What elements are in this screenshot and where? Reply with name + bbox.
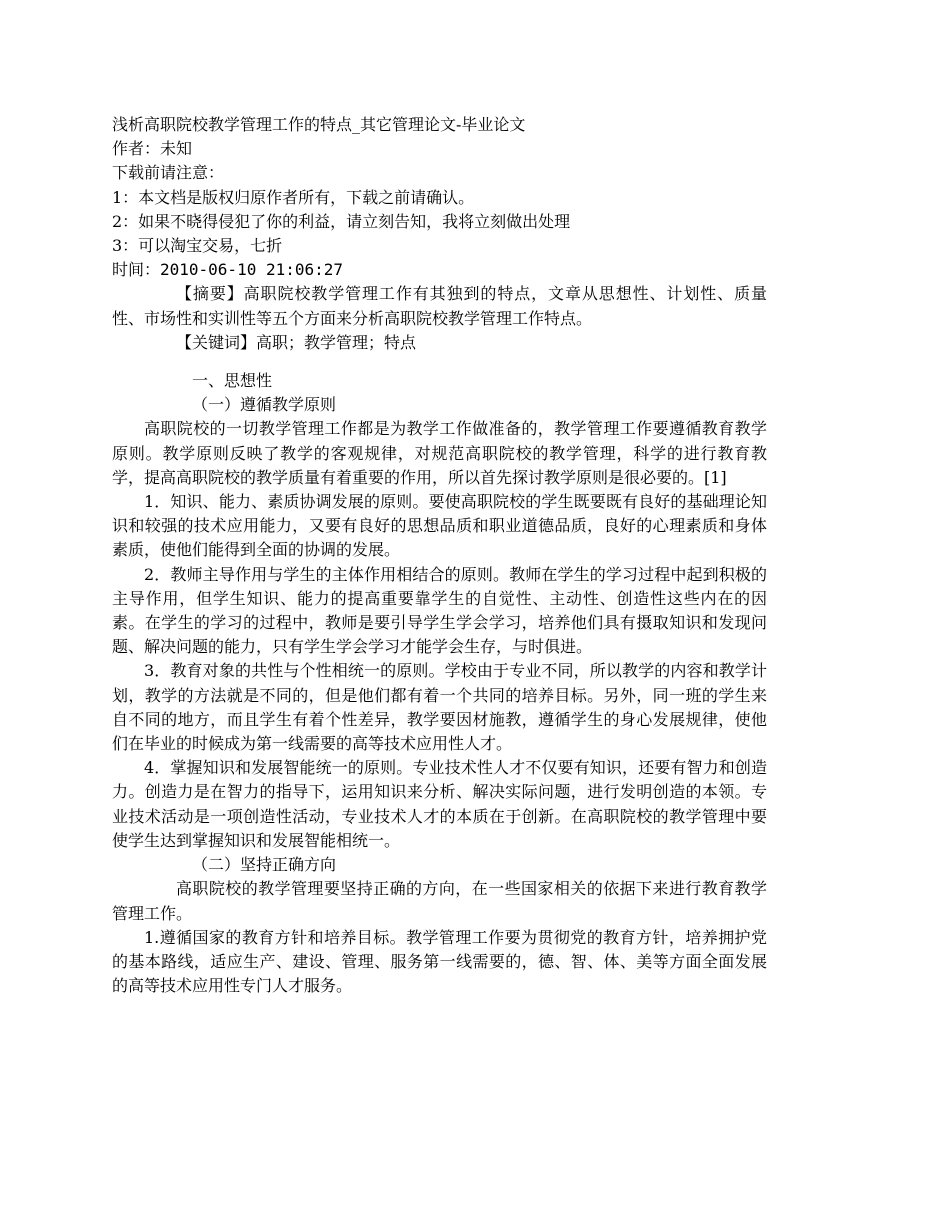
paragraph: 高职院校的一切教学管理工作都是为教学工作做准备的，教学管理工作要遵循教育教学原则。教学原则反映了教学的客观规律，对规范高职院校的教学管理，科学的进行教育教学，提高高职院校的教学质量有着重要的作用，所以首先探讨教学原则是很必要的。[1]: [112, 419, 767, 487]
notice-item: 1：本文档是版权归原作者所有，下载之前请确认。: [112, 187, 475, 207]
paragraph: 高职院校的教学管理要坚持正确的方向，在一些国家相关的依据下来进行教育教学管理工作。: [112, 879, 767, 923]
subsection-heading: （二）坚持正确方向: [192, 855, 337, 875]
timestamp-line: 时间：2010-06-10 21:06:27: [112, 260, 344, 280]
document-page: [112, 113, 767, 998]
notice-item: 2：如果不晓得侵犯了你的利益，请立刻告知，我将立刻做出处理: [112, 211, 571, 231]
notice-item: 3：可以淘宝交易，七折: [112, 236, 283, 256]
author-line: 作者：未知: [112, 139, 193, 159]
section-heading: 一、思想性: [192, 371, 273, 391]
list-item: 2．教师主导作用与学生的主体作用相结合的原则。教师在学生的学习过程中起到积极的主导作用，但学生知识、能力的提高重要靠学生的自觉性、主动性、创造性这些内在的因素。在学生的学习的过程中，教师是要引导学生学会学习，培养他们具有摄取知识和发现问题、解决问题的能力，只有学生学会学习才能学会生存，与时俱进。: [112, 564, 767, 657]
list-item: 3．教育对象的共性与个性相统一的原则。学校由于专业不同，所以教学的内容和教学计划，教学的方法就是不同的，但是他们都有着一个共同的培养目标。另外，同一班的学生来自不同的地方，而且学生有着个性差异，教学要因材施教，遵循学生的身心发展规律，使他们在毕业的时候成为第一线需要的高等技术应用性人才。: [112, 661, 767, 754]
list-item: 1．知识、能力、素质协调发展的原则。要使高职院校的学生既要既有良好的基础理论知识和较强的技术应用能力，又要有良好的思想品质和职业道德品质，良好的心理素质和身体素质，使他们能得到全面的协调的发展。: [112, 492, 767, 560]
spacer: [112, 355, 767, 369]
list-item: 1.遵循国家的教育方针和培养目标。教学管理工作要为贯彻党的教育方针，培养拥护党的基本路线，适应生产、建设、管理、服务第一线需要的，德、智、体、美等方面全面发展的高等技术应用性专门人才服务。: [112, 927, 767, 996]
notice-title: 下载前请注意：: [112, 163, 225, 183]
list-item: 4．掌握知识和发展智能统一的原则。专业技术性人才不仅要有知识，还要有智力和创造力。创造力是在智力的指导下，运用知识来分析、解决实际问题，进行发明创造的本领。专业技术活动是一项创造性活动，专业技术人才的本质在于创新。在高职院校的教学管理中要使学生达到掌握知识和发展智能相统一。: [112, 758, 767, 850]
document-title: 浅析高职院校教学管理工作的特点_其它管理论文-毕业论文: [112, 115, 526, 134]
abstract: 【摘要】高职院校教学管理工作有其独到的特点，文章从思想性、计划性、质量性、市场性和实训性等五个方面来分析高职院校教学管理工作特点。: [112, 284, 767, 328]
keywords: 【关键词】高职；教学管理；特点: [176, 332, 417, 352]
subsection-heading: （一）遵循教学原则: [192, 395, 337, 415]
